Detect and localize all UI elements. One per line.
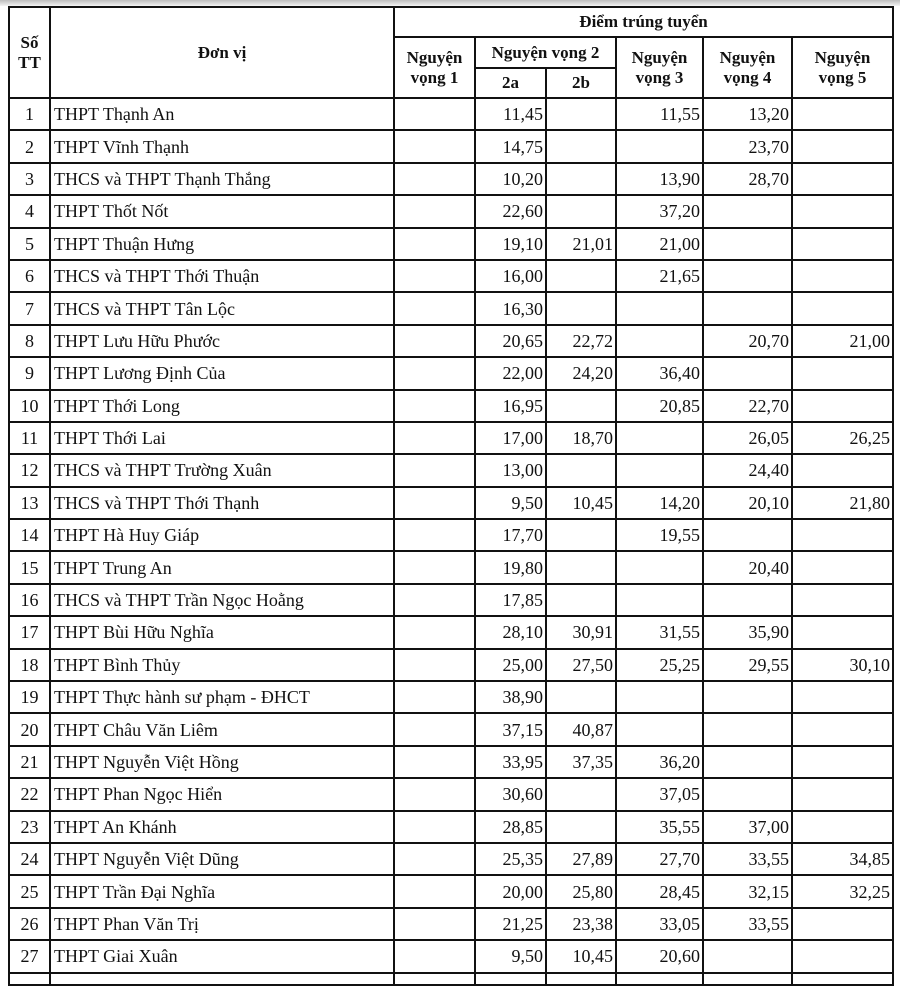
cell-nv2b	[546, 584, 616, 616]
cell-nv2a: 28,10	[475, 616, 546, 648]
cell-nv4	[703, 681, 792, 713]
cell-nv2b: 27,89	[546, 843, 616, 875]
cell-stt: 27	[9, 940, 50, 972]
table-row	[9, 260, 893, 292]
table-row	[9, 616, 893, 648]
cell-unit-name: THPT Bình Thủy	[50, 649, 394, 681]
cell-nv1	[394, 228, 475, 260]
cell-stt: 19	[9, 681, 50, 713]
cell-nv4-partial	[703, 973, 792, 985]
cell-nv2b	[546, 98, 616, 130]
table-row	[9, 551, 893, 583]
cell-nv5	[792, 163, 893, 195]
cell-nv3: 36,20	[616, 746, 703, 778]
cell-nv2b	[546, 163, 616, 195]
cell-nv1	[394, 130, 475, 162]
cell-nv4: 22,70	[703, 390, 792, 422]
header-nv2b: 2b	[546, 68, 616, 98]
cell-nv2a: 21,25	[475, 908, 546, 940]
cell-nv5: 32,25	[792, 875, 893, 907]
cell-unit-name: THCS và THPT Thạnh Thắng	[50, 163, 394, 195]
table-row-partial	[9, 973, 893, 985]
cell-stt: 25	[9, 875, 50, 907]
cell-nv4	[703, 713, 792, 745]
cell-nv5	[792, 519, 893, 551]
cell-nv5	[792, 713, 893, 745]
cell-nv1	[394, 778, 475, 810]
table-row	[9, 292, 893, 324]
cell-nv3: 19,55	[616, 519, 703, 551]
cell-unit-name: THPT Lương Định Của	[50, 357, 394, 389]
cell-nv3: 37,05	[616, 778, 703, 810]
table-row	[9, 681, 893, 713]
cell-stt: 18	[9, 649, 50, 681]
cell-unit-name: THPT Nguyễn Việt Hồng	[50, 746, 394, 778]
cell-nv3: 21,65	[616, 260, 703, 292]
cell-nv3: 36,40	[616, 357, 703, 389]
cell-nv2b	[546, 195, 616, 227]
cell-nv4: 35,90	[703, 616, 792, 648]
cell-nv3	[616, 454, 703, 486]
cell-nv2a: 25,00	[475, 649, 546, 681]
cell-nv5	[792, 551, 893, 583]
cell-unit-name: THPT Phan Ngọc Hiển	[50, 778, 394, 810]
cell-nv4	[703, 584, 792, 616]
cell-nv2a: 17,70	[475, 519, 546, 551]
cell-nv1	[394, 357, 475, 389]
table-row	[9, 98, 893, 130]
header-stt	[9, 7, 50, 98]
header-stt-line1: Số	[20, 32, 39, 52]
cell-nv2a: 38,90	[475, 681, 546, 713]
cell-stt: 12	[9, 454, 50, 486]
cell-stt: 10	[9, 390, 50, 422]
cell-nv4: 33,55	[703, 843, 792, 875]
cell-nv1	[394, 325, 475, 357]
cell-nv2b: 30,91	[546, 616, 616, 648]
cell-nv2a: 17,85	[475, 584, 546, 616]
cell-nv1	[394, 551, 475, 583]
table-row	[9, 130, 893, 162]
cell-nv3	[616, 713, 703, 745]
table-row	[9, 908, 893, 940]
cell-nv2b	[546, 519, 616, 551]
cell-nv2a: 37,15	[475, 713, 546, 745]
cell-nv2b: 18,70	[546, 422, 616, 454]
table-row	[9, 454, 893, 486]
cell-nv5	[792, 390, 893, 422]
header-nv3	[616, 37, 703, 98]
table-row	[9, 519, 893, 551]
cell-stt: 15	[9, 551, 50, 583]
cell-nv5	[792, 454, 893, 486]
cell-nv3	[616, 584, 703, 616]
cell-nv2a: 25,35	[475, 843, 546, 875]
cell-stt: 21	[9, 746, 50, 778]
header-nv3-line2: vọng 3	[635, 67, 684, 87]
cell-nv5	[792, 357, 893, 389]
table-row	[9, 325, 893, 357]
cell-nv1-partial	[394, 973, 475, 985]
cell-nv2b: 40,87	[546, 713, 616, 745]
cell-nv1	[394, 98, 475, 130]
cell-unit-name: THPT Phan Văn Trị	[50, 908, 394, 940]
cell-nv1	[394, 292, 475, 324]
cell-nv2a: 28,85	[475, 811, 546, 843]
table-row	[9, 357, 893, 389]
cell-unit-name: THPT Thạnh An	[50, 98, 394, 130]
cell-nv2a: 16,00	[475, 260, 546, 292]
cell-nv3	[616, 292, 703, 324]
cell-unit-name: THPT Trần Đại Nghĩa	[50, 875, 394, 907]
header-nv3-line1: Nguyện	[631, 47, 688, 67]
table-row	[9, 778, 893, 810]
table-row	[9, 584, 893, 616]
cell-stt-partial	[9, 973, 50, 985]
cell-nv5	[792, 681, 893, 713]
cell-nv2a: 20,65	[475, 325, 546, 357]
cell-nv4: 20,70	[703, 325, 792, 357]
table-row	[9, 487, 893, 519]
cell-nv3	[616, 130, 703, 162]
cell-stt: 14	[9, 519, 50, 551]
cell-nv3	[616, 681, 703, 713]
table-row	[9, 390, 893, 422]
cell-stt: 1	[9, 98, 50, 130]
cell-unit-name: THPT Nguyễn Việt Dũng	[50, 843, 394, 875]
cell-nv3	[616, 551, 703, 583]
header-nv4-line2: vọng 4	[723, 67, 772, 87]
cell-nv4: 20,10	[703, 487, 792, 519]
cell-nv3: 11,55	[616, 98, 703, 130]
header-nv5	[792, 37, 893, 98]
cell-nv1	[394, 616, 475, 648]
cell-stt: 5	[9, 228, 50, 260]
cell-stt: 8	[9, 325, 50, 357]
header-stt-line2: TT	[18, 52, 41, 72]
cell-nv2a: 30,60	[475, 778, 546, 810]
cell-unit-name: THPT Châu Văn Liêm	[50, 713, 394, 745]
table-row	[9, 875, 893, 907]
cell-nv5	[792, 908, 893, 940]
cell-nv2a: 9,50	[475, 487, 546, 519]
cell-nv2b: 23,38	[546, 908, 616, 940]
cell-nv2a: 14,75	[475, 130, 546, 162]
cell-nv2a: 20,00	[475, 875, 546, 907]
cell-stt: 16	[9, 584, 50, 616]
cell-nv1	[394, 649, 475, 681]
cell-nv2b: 25,80	[546, 875, 616, 907]
cell-nv1	[394, 713, 475, 745]
cell-nv5	[792, 811, 893, 843]
cell-nv5: 26,25	[792, 422, 893, 454]
table-row	[9, 163, 893, 195]
cell-nv1	[394, 584, 475, 616]
cell-nv4: 29,55	[703, 649, 792, 681]
cell-nv5	[792, 228, 893, 260]
cell-nv2a: 19,80	[475, 551, 546, 583]
cell-unit-name: THPT Thới Long	[50, 390, 394, 422]
cell-nv4: 26,05	[703, 422, 792, 454]
cell-unit-name: THCS và THPT Thới Thạnh	[50, 487, 394, 519]
table-body	[9, 98, 893, 985]
cell-nv2b: 24,20	[546, 357, 616, 389]
cell-unit-name: THCS và THPT Tân Lộc	[50, 292, 394, 324]
cell-nv4	[703, 228, 792, 260]
admission-scores-table	[8, 6, 894, 986]
header-unit: Đơn vị	[50, 7, 394, 98]
cell-nv3: 37,20	[616, 195, 703, 227]
cell-nv1	[394, 422, 475, 454]
cell-nv1	[394, 163, 475, 195]
header-nv1-line2: vọng 1	[410, 67, 459, 87]
cell-nv2a: 22,00	[475, 357, 546, 389]
cell-stt: 11	[9, 422, 50, 454]
table-row	[9, 746, 893, 778]
cell-nv1	[394, 260, 475, 292]
header-score-group: Điểm trúng tuyển	[394, 7, 893, 37]
cell-nv4	[703, 778, 792, 810]
cell-nv4	[703, 519, 792, 551]
cell-unit-name: THPT Vĩnh Thạnh	[50, 130, 394, 162]
cell-nv2b	[546, 292, 616, 324]
cell-unit-name-partial	[50, 973, 394, 985]
cell-stt: 4	[9, 195, 50, 227]
cell-nv2a: 10,20	[475, 163, 546, 195]
cell-unit-name: THPT Trung An	[50, 551, 394, 583]
cell-stt: 17	[9, 616, 50, 648]
cell-nv3-partial	[616, 973, 703, 985]
cell-nv4: 28,70	[703, 163, 792, 195]
cell-unit-name: THPT Thuận Hưng	[50, 228, 394, 260]
cell-nv2a: 13,00	[475, 454, 546, 486]
cell-stt: 3	[9, 163, 50, 195]
cell-nv5	[792, 195, 893, 227]
header-nv5-line2: vọng 5	[818, 67, 867, 87]
cell-nv2b-partial	[546, 973, 616, 985]
cell-nv2b: 22,72	[546, 325, 616, 357]
table-row	[9, 649, 893, 681]
header-nv1	[394, 37, 475, 98]
cell-nv1	[394, 681, 475, 713]
cell-nv3: 20,60	[616, 940, 703, 972]
cell-nv1	[394, 908, 475, 940]
cell-unit-name: THCS và THPT Thới Thuận	[50, 260, 394, 292]
cell-nv5-partial	[792, 973, 893, 985]
cell-unit-name: THPT Bùi Hữu Nghĩa	[50, 616, 394, 648]
cell-nv2a: 19,10	[475, 228, 546, 260]
cell-nv1	[394, 390, 475, 422]
table-row	[9, 195, 893, 227]
cell-nv1	[394, 875, 475, 907]
header-nv2: Nguyện vọng 2	[475, 37, 616, 68]
cell-nv4: 37,00	[703, 811, 792, 843]
cell-nv3: 13,90	[616, 163, 703, 195]
cell-unit-name: THPT An Khánh	[50, 811, 394, 843]
table-row	[9, 811, 893, 843]
table-row	[9, 228, 893, 260]
cell-nv1	[394, 811, 475, 843]
cell-nv2b	[546, 551, 616, 583]
cell-nv4	[703, 260, 792, 292]
header-nv4-line1: Nguyện	[719, 47, 776, 67]
cell-nv5: 30,10	[792, 649, 893, 681]
cell-nv5	[792, 98, 893, 130]
cell-unit-name: THCS và THPT Trần Ngọc Hoằng	[50, 584, 394, 616]
cell-nv3: 20,85	[616, 390, 703, 422]
cell-nv4	[703, 746, 792, 778]
cell-unit-name: THPT Thực hành sư phạm - ĐHCT	[50, 681, 394, 713]
cell-stt: 22	[9, 778, 50, 810]
cell-nv4: 23,70	[703, 130, 792, 162]
cell-nv2b	[546, 260, 616, 292]
cell-nv2b: 37,35	[546, 746, 616, 778]
cell-nv2b	[546, 681, 616, 713]
cell-nv5	[792, 778, 893, 810]
cell-nv2b: 21,01	[546, 228, 616, 260]
cell-nv4	[703, 940, 792, 972]
cell-nv3: 27,70	[616, 843, 703, 875]
table-row	[9, 940, 893, 972]
cell-nv2a: 16,95	[475, 390, 546, 422]
cell-nv2a: 22,60	[475, 195, 546, 227]
header-nv4	[703, 37, 792, 98]
cell-nv4: 13,20	[703, 98, 792, 130]
cell-stt: 20	[9, 713, 50, 745]
cell-nv5	[792, 584, 893, 616]
cell-nv2a: 17,00	[475, 422, 546, 454]
cell-nv1	[394, 487, 475, 519]
cell-nv2b	[546, 390, 616, 422]
cell-unit-name: THPT Thốt Nốt	[50, 195, 394, 227]
cell-nv4	[703, 357, 792, 389]
cell-nv3	[616, 325, 703, 357]
cell-nv3: 28,45	[616, 875, 703, 907]
cell-nv3	[616, 422, 703, 454]
cell-nv1	[394, 746, 475, 778]
cell-nv5: 21,80	[792, 487, 893, 519]
cell-stt: 2	[9, 130, 50, 162]
cell-nv5	[792, 260, 893, 292]
cell-nv2a: 11,45	[475, 98, 546, 130]
cell-nv2b: 10,45	[546, 940, 616, 972]
cell-nv2b: 10,45	[546, 487, 616, 519]
cell-unit-name: THPT Hà Huy Giáp	[50, 519, 394, 551]
cell-stt: 7	[9, 292, 50, 324]
cell-nv5	[792, 292, 893, 324]
cell-nv2a-partial	[475, 973, 546, 985]
cell-nv5: 34,85	[792, 843, 893, 875]
cell-nv1	[394, 195, 475, 227]
cell-nv5	[792, 940, 893, 972]
cell-stt: 13	[9, 487, 50, 519]
cell-nv1	[394, 454, 475, 486]
cell-nv1	[394, 519, 475, 551]
cell-nv3: 35,55	[616, 811, 703, 843]
cell-nv2b	[546, 130, 616, 162]
cell-nv3: 33,05	[616, 908, 703, 940]
table-header	[9, 7, 893, 98]
cell-nv3: 14,20	[616, 487, 703, 519]
cell-nv1	[394, 843, 475, 875]
cell-nv3: 21,00	[616, 228, 703, 260]
table-row	[9, 713, 893, 745]
cell-nv2a: 9,50	[475, 940, 546, 972]
cell-nv5	[792, 746, 893, 778]
cell-stt: 9	[9, 357, 50, 389]
cell-stt: 6	[9, 260, 50, 292]
table-row	[9, 843, 893, 875]
header-nv5-line1: Nguyện	[814, 47, 871, 67]
cell-stt: 24	[9, 843, 50, 875]
header-nv2a: 2a	[475, 68, 546, 98]
cell-nv1	[394, 940, 475, 972]
cell-nv2b	[546, 454, 616, 486]
cell-unit-name: THCS và THPT Trường Xuân	[50, 454, 394, 486]
cell-nv3: 25,25	[616, 649, 703, 681]
cell-nv5: 21,00	[792, 325, 893, 357]
cell-nv5	[792, 616, 893, 648]
cell-nv4	[703, 292, 792, 324]
cell-nv5	[792, 130, 893, 162]
cell-nv2b: 27,50	[546, 649, 616, 681]
cell-unit-name: THPT Thới Lai	[50, 422, 394, 454]
cell-nv2a: 16,30	[475, 292, 546, 324]
cell-stt: 26	[9, 908, 50, 940]
cell-nv4	[703, 195, 792, 227]
cell-unit-name: THPT Giai Xuân	[50, 940, 394, 972]
cell-nv2a: 33,95	[475, 746, 546, 778]
cell-nv2b	[546, 778, 616, 810]
cell-nv2b	[546, 811, 616, 843]
cell-stt: 23	[9, 811, 50, 843]
cell-unit-name: THPT Lưu Hữu Phước	[50, 325, 394, 357]
cell-nv4: 32,15	[703, 875, 792, 907]
header-nv1-line1: Nguyện	[406, 47, 463, 67]
cell-nv4: 24,40	[703, 454, 792, 486]
cell-nv4: 33,55	[703, 908, 792, 940]
cell-nv4: 20,40	[703, 551, 792, 583]
cell-nv3: 31,55	[616, 616, 703, 648]
table-row	[9, 422, 893, 454]
